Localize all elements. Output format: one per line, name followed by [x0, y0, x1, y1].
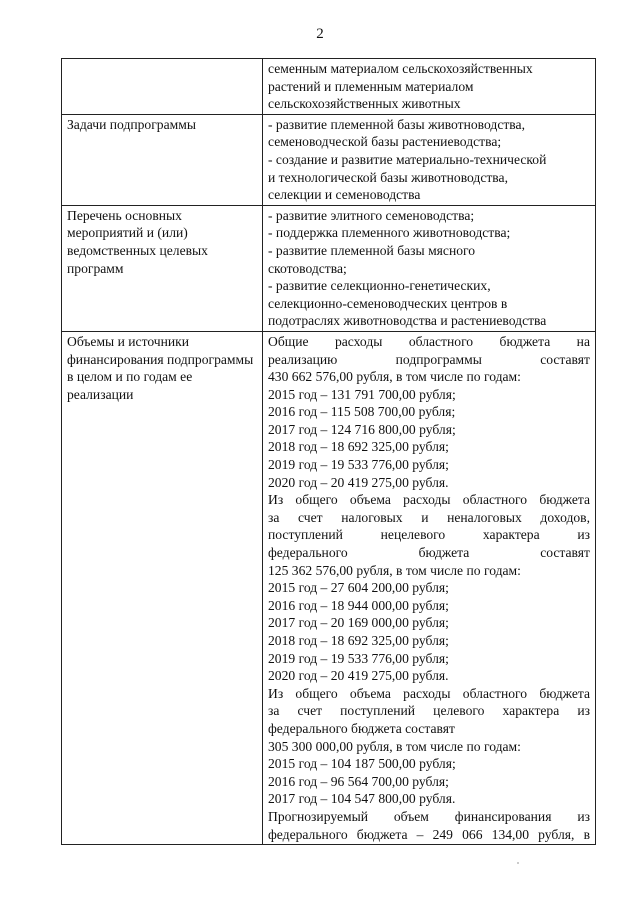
value-line: поступлений нецелевого характера из [268, 527, 590, 543]
value-line: семеноводческой базы растениеводства; [268, 134, 502, 150]
value-line: 2015 год – 27 604 200,00 рубля; [268, 580, 449, 596]
value-line: федерального бюджета составят [268, 720, 455, 736]
value-line: 2017 год – 104 547 800,00 рубля. [268, 791, 456, 807]
value-line: Общие расходы областного бюджета на [268, 333, 590, 349]
value-line: селекции и семеноводства [268, 187, 421, 203]
value-line: Прогнозируемый объем финансирования из [268, 808, 590, 824]
passport-table [61, 58, 596, 845]
value-line: 2015 год – 104 187 500,00 рубля; [268, 756, 456, 772]
value-line: скотоводства; [268, 260, 347, 276]
row-value [263, 331, 596, 844]
table-row-tasks [62, 114, 596, 205]
value-line: 2018 год – 18 692 325,00 рубля; [268, 633, 449, 648]
row-value [263, 114, 596, 205]
value-line: - развитие племенной базы животноводства, [268, 116, 525, 132]
value-line: 2017 год – 124 716 800,00 рубля; [268, 421, 456, 437]
page-number: 2 [316, 26, 324, 42]
row-label: Задачи подпрограммы [62, 114, 263, 205]
scan-speck [517, 862, 519, 864]
value-line: подотраслях животноводства и растениеводства [268, 313, 547, 329]
table-row-continuation [62, 59, 596, 115]
value-line: 125 362 576,00 рубля, в том числе по годам: [268, 562, 521, 578]
value-line: 2016 год – 115 508 700,00 рубля; [268, 404, 456, 420]
value-line: 305 300 000,00 рубля, в том числе по годам: [268, 738, 521, 754]
table-row-financing [62, 331, 596, 844]
value-line: 2019 год – 19 533 776,00 рубля; [268, 457, 449, 473]
value-line: - развитие селекционно-генетических, [268, 278, 491, 294]
row-value [263, 205, 596, 331]
value-line: 2017 год – 20 169 000,00 рубля; [268, 615, 449, 631]
row-label: Объемы и источники финансирования подпрограммы в целом и по годам ее реализации [62, 331, 263, 844]
value-line: 2019 год – 19 533 776,00 рубля; [268, 650, 449, 666]
value-line: Из общего объема расходы областного бюджета [268, 685, 590, 701]
value-line: за счет налоговых и неналоговых доходов, [268, 509, 590, 525]
value-line: - поддержка племенного животноводства; [268, 225, 511, 241]
value-line: - создание и развитие материально-технической [268, 151, 547, 167]
value-line: 2015 год – 131 791 700,00 рубля; [268, 386, 456, 402]
value-line: - развитие элитного семеноводства; [268, 207, 475, 223]
row-value [263, 59, 596, 115]
value-line: семенным материалом сельскохозяйственных [268, 61, 533, 76]
value-line: растений и племенным материалом [268, 78, 474, 94]
value-line: Из общего объема расходы областного бюджета [268, 492, 590, 508]
value-line: селекционно-семеноводческих центров в [268, 295, 508, 311]
value-line: за счет поступлений целевого характера из [268, 703, 590, 719]
value-line: федерального бюджета составят [268, 545, 590, 561]
value-line: и технологической базы животноводства, [268, 169, 508, 185]
value-line: 2020 год – 20 419 275,00 рубля. [268, 668, 449, 684]
value-line: 430 662 576,00 рубля, в том числе по годам: [268, 369, 521, 385]
value-line: 2020 год – 20 419 275,00 рубля. [268, 474, 449, 490]
value-line: 2016 год – 96 564 700,00 рубля; [268, 773, 449, 789]
value-line: 2016 год – 18 944 000,00 рубля; [268, 597, 449, 613]
value-line: федерального бюджета – 249 066 134,00 рубля, в [268, 826, 590, 842]
value-line: сельскохозяйственных животных [268, 96, 461, 112]
row-label: Перечень основных мероприятий и (или) ведомственных целевых программ [62, 205, 263, 331]
table-row-measures [62, 205, 596, 331]
value-line: - развитие племенной базы мясного [268, 242, 476, 258]
value-line: реализацию подпрограммы составят [268, 351, 590, 367]
row-label [62, 59, 263, 115]
value-line: 2018 год – 18 692 325,00 рубля; [268, 439, 449, 455]
